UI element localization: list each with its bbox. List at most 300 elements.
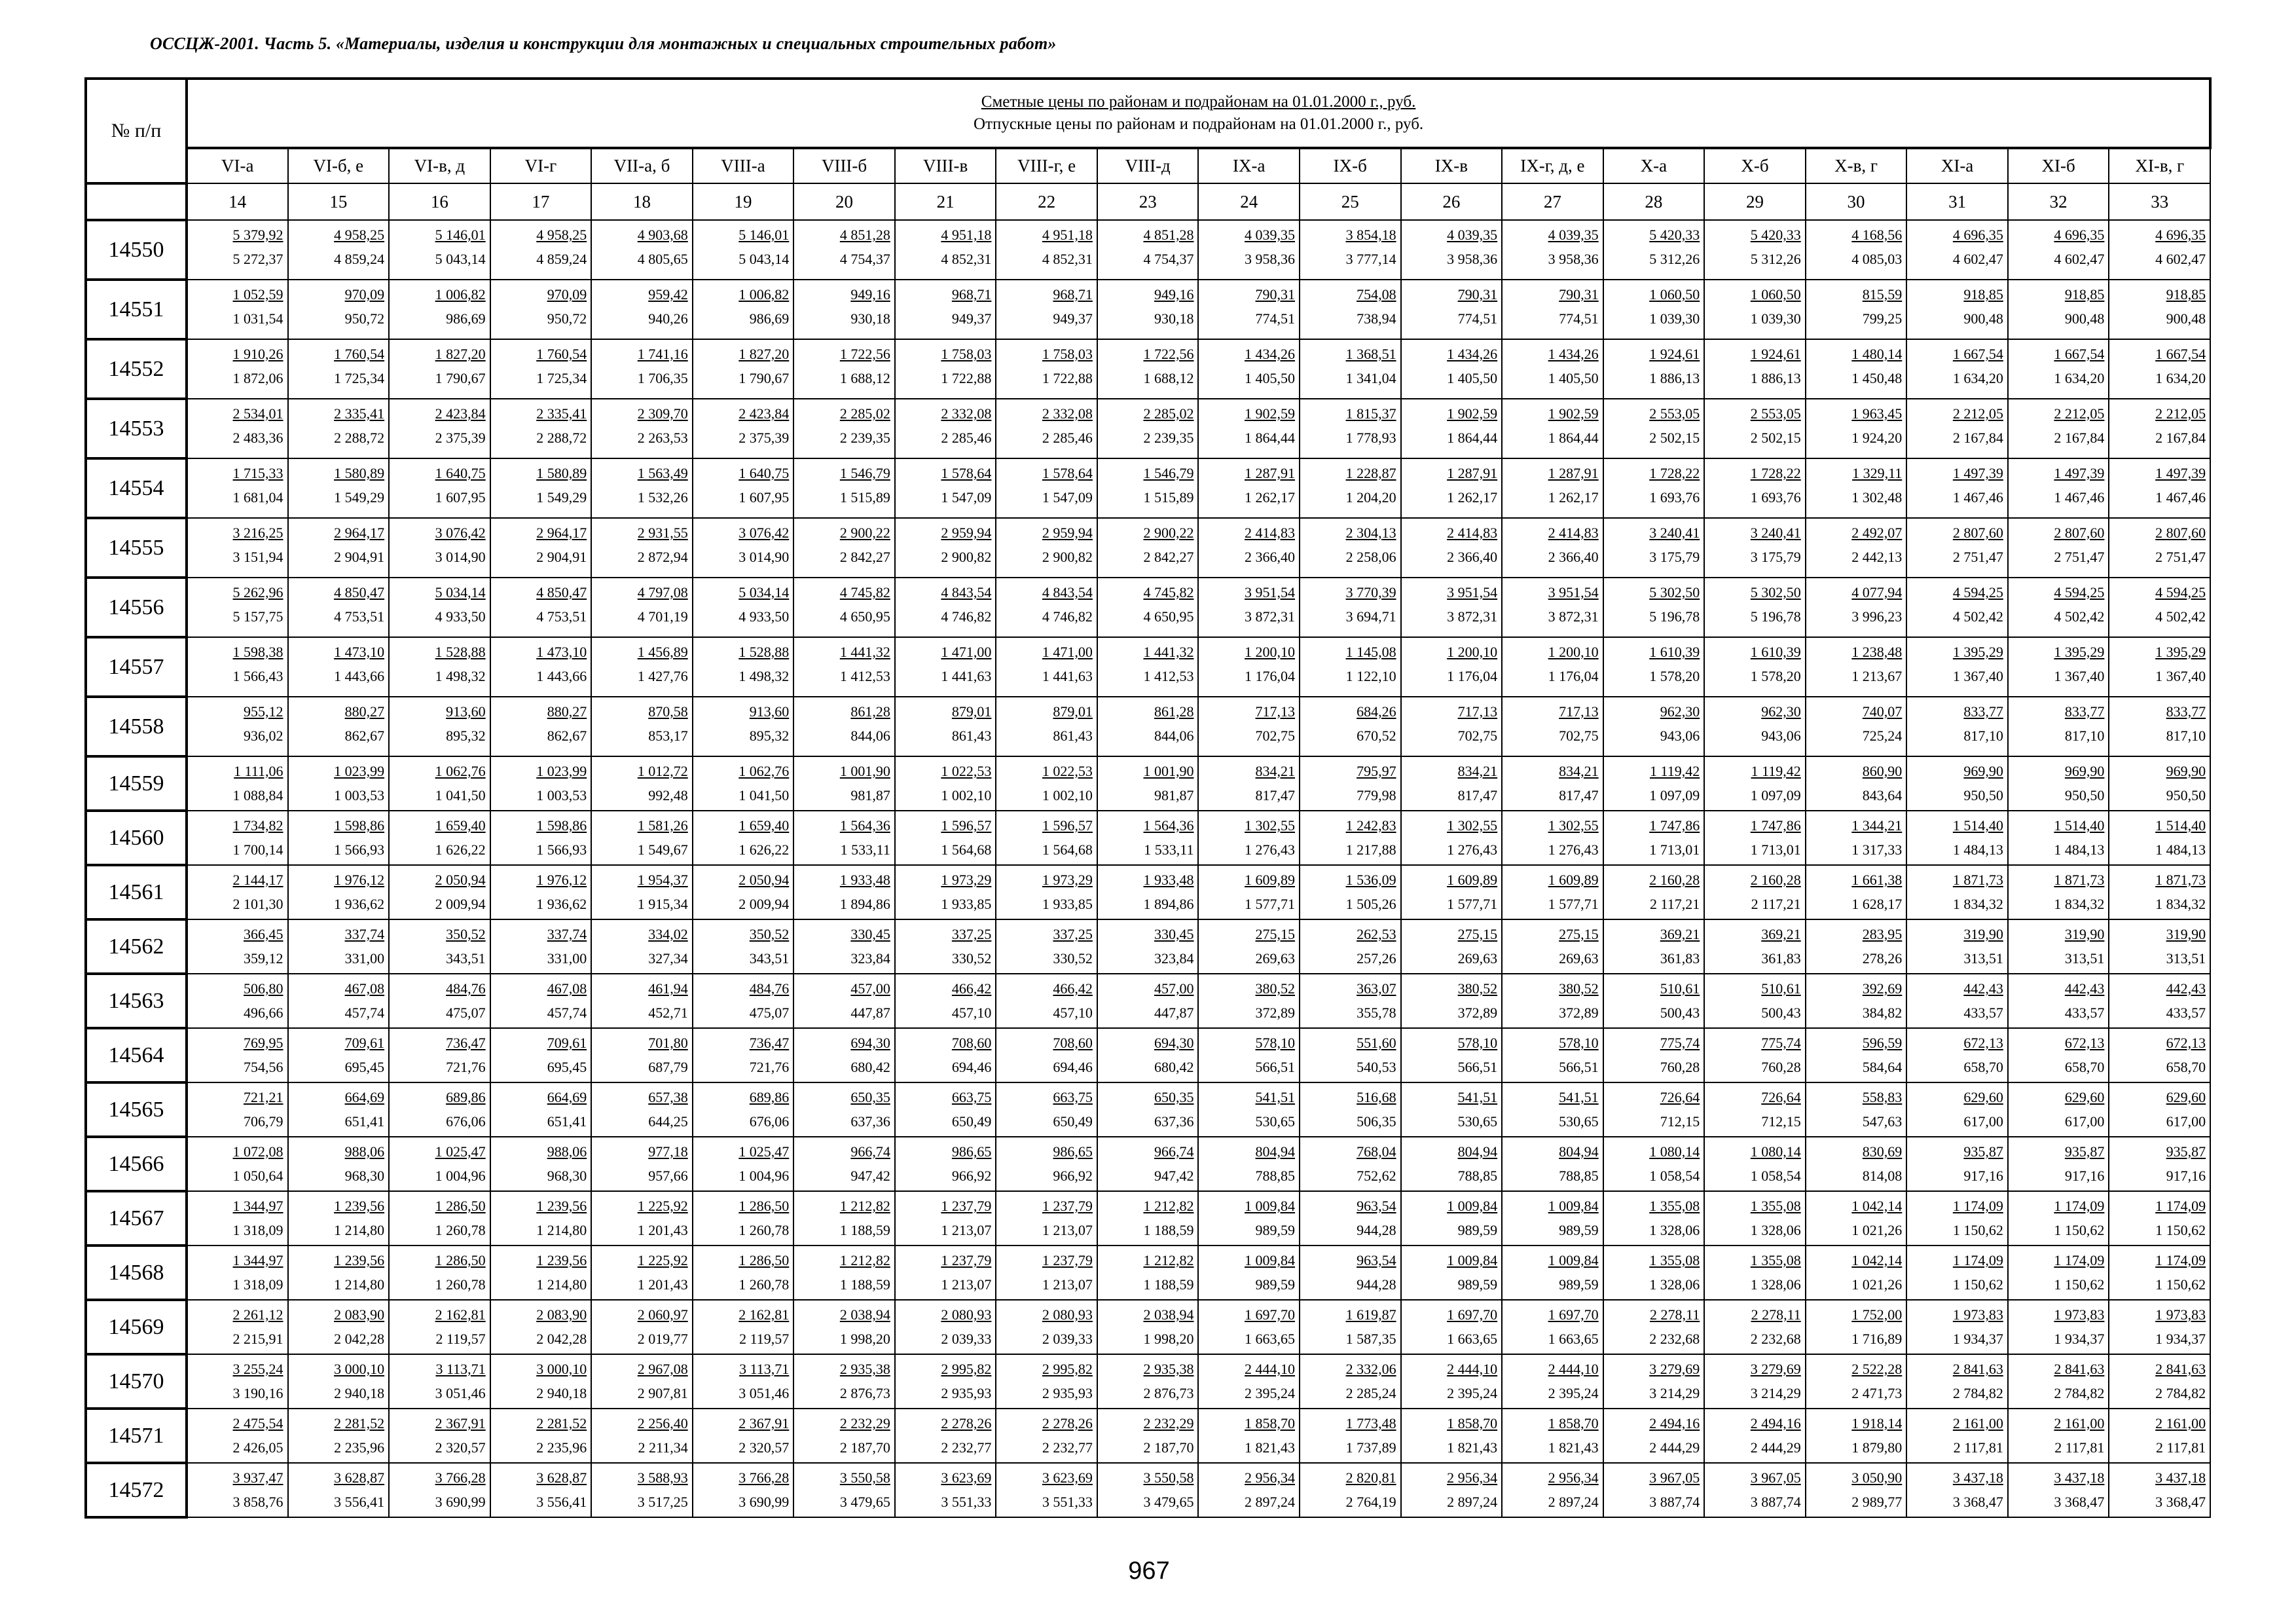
release-price: 706,79: [244, 1113, 283, 1130]
price-cell: [1906, 1028, 2008, 1082]
estimate-price: 988,06: [547, 1143, 587, 1160]
release-price: 372,89: [1559, 1005, 1599, 1021]
estimate-price: 775,74: [1660, 1035, 1700, 1051]
estimate-price: 1 001,90: [839, 763, 890, 779]
estimate-price: 2 212,05: [2155, 405, 2206, 422]
release-price: 1 894,86: [839, 896, 890, 912]
estimate-price: 969,90: [2166, 763, 2206, 779]
estimate-price: 1 546,79: [839, 465, 890, 481]
estimate-price: 1 355,08: [1750, 1252, 1801, 1268]
price-cell: [591, 1463, 693, 1517]
release-price: 1 933,85: [941, 896, 992, 912]
price-cell: [1906, 399, 2008, 458]
price-cell: [1300, 1300, 1401, 1354]
estimate-price: 2 935,38: [839, 1361, 890, 1377]
price-cell: [591, 280, 693, 339]
release-price: 1 260,78: [435, 1276, 486, 1293]
estimate-price: 1 434,26: [1245, 346, 1296, 362]
estimate-price: 541,51: [1559, 1089, 1599, 1105]
estimate-price: 1 581,26: [637, 817, 688, 834]
release-price: 500,43: [1761, 1005, 1801, 1021]
estimate-price: 966,74: [1154, 1143, 1194, 1160]
item-number: 14565: [86, 1082, 187, 1137]
release-price: 2 285,24: [1345, 1385, 1396, 1401]
estimate-price: 1 302,55: [1245, 817, 1296, 834]
price-cell: [1300, 756, 1401, 811]
release-price: 986,69: [446, 310, 486, 327]
estimate-price: 804,94: [1559, 1143, 1599, 1160]
estimate-price: 334,02: [648, 926, 688, 942]
release-price: 949,37: [1053, 310, 1093, 327]
estimate-price: 913,60: [446, 703, 486, 720]
release-price: 4 746,82: [1042, 608, 1093, 625]
estimate-price: 2 534,01: [232, 405, 283, 422]
price-cell: [2109, 220, 2210, 280]
price-cell: [793, 1137, 895, 1191]
estimate-price: 2 278,26: [1042, 1415, 1093, 1431]
price-cell: [490, 811, 592, 865]
price-cell: [1806, 637, 1907, 697]
estimate-price: 1 973,83: [2155, 1306, 2206, 1323]
release-price: 457,74: [547, 1005, 587, 1021]
item-number: 14561: [86, 865, 187, 919]
price-cell: [187, 1191, 288, 1246]
release-price: 1 688,12: [1143, 370, 1194, 386]
release-price: 343,51: [446, 950, 486, 967]
release-price: 323,84: [1154, 950, 1194, 967]
estimate-price: 2 964,17: [536, 525, 587, 541]
estimate-price: 1 528,88: [738, 644, 790, 660]
estimate-price: 1 286,50: [738, 1252, 790, 1268]
release-price: 1 626,22: [738, 841, 790, 858]
price-cell: [895, 1191, 996, 1246]
estimate-price: 2 367,91: [435, 1415, 486, 1431]
estimate-price: 2 285,02: [839, 405, 890, 422]
estimate-price: 2 553,05: [1750, 405, 1801, 422]
release-price: 1 577,71: [1245, 896, 1296, 912]
price-cell: [1603, 399, 1705, 458]
estimate-price: 708,60: [951, 1035, 992, 1051]
estimate-price: 1 174,09: [1952, 1198, 2003, 1214]
release-price: 2 288,72: [536, 430, 587, 446]
estimate-price: 3 951,54: [1548, 584, 1599, 600]
estimate-price: 3 623,69: [1042, 1469, 1093, 1486]
estimate-price: 1 042,14: [1851, 1198, 1903, 1214]
price-cell: [793, 399, 895, 458]
estimate-price: 2 900,22: [839, 525, 890, 541]
price-cell: [693, 1028, 794, 1082]
price-cell: [1300, 518, 1401, 578]
table-row: [86, 1463, 2210, 1517]
price-cell: [793, 637, 895, 697]
estimate-price: 1 564,36: [1143, 817, 1194, 834]
price-cell: [1401, 280, 1503, 339]
price-cell: [288, 1028, 390, 1082]
estimate-price: 694,30: [1154, 1035, 1194, 1051]
estimate-price: 484,76: [446, 980, 486, 997]
release-price: 725,24: [1862, 728, 1903, 744]
region-header: VIII-г, е: [996, 148, 1097, 183]
release-price: 1 317,33: [1851, 841, 1903, 858]
estimate-price: 1 598,38: [232, 644, 283, 660]
release-price: 1 663,65: [1548, 1331, 1599, 1347]
estimate-price: 1 609,89: [1245, 872, 1296, 888]
price-cell: [693, 637, 794, 697]
estimate-price: 2 414,83: [1548, 525, 1599, 541]
release-price: 1 515,89: [1143, 489, 1194, 506]
release-price: 651,41: [547, 1113, 587, 1130]
price-cell: [1906, 811, 2008, 865]
estimate-price: 2 444,10: [1548, 1361, 1599, 1377]
release-price: 817,47: [1457, 787, 1498, 803]
release-price: 1 533,11: [840, 841, 890, 858]
release-price: 3 690,99: [435, 1494, 486, 1510]
estimate-price: 1 871,73: [1952, 872, 2003, 888]
release-price: 2 232,77: [941, 1439, 992, 1456]
estimate-price: 2 261,12: [232, 1306, 283, 1323]
item-number: 14553: [86, 399, 187, 458]
estimate-price: 1 933,48: [839, 872, 890, 888]
price-cell: [2008, 1409, 2109, 1463]
price-cell: [1198, 458, 1300, 518]
estimate-price: 2 281,52: [536, 1415, 587, 1431]
release-price: 2 876,73: [1143, 1385, 1194, 1401]
item-number: 14551: [86, 280, 187, 339]
estimate-price: 2 212,05: [1952, 405, 2003, 422]
price-cell: [1502, 1082, 1603, 1137]
release-price: 1 484,13: [2155, 841, 2206, 858]
release-price: 1 498,32: [435, 668, 486, 684]
release-price: 986,69: [749, 310, 790, 327]
release-price: 3 872,31: [1447, 608, 1498, 625]
release-price: 547,63: [1862, 1113, 1903, 1130]
estimate-price: 1 659,40: [738, 817, 790, 834]
price-cell: [490, 1300, 592, 1354]
price-cell: [1097, 578, 1199, 637]
price-cell: [693, 220, 794, 280]
column-number: 14: [187, 183, 288, 220]
release-price: 1 328,06: [1750, 1222, 1801, 1238]
estimate-price: 2 423,84: [738, 405, 790, 422]
price-cell: [1806, 865, 1907, 919]
release-price: 1 549,29: [334, 489, 385, 506]
release-price: 1 213,07: [1042, 1222, 1093, 1238]
price-cell: [1502, 865, 1603, 919]
price-cell: [1603, 811, 1705, 865]
release-price: 2 119,57: [435, 1331, 486, 1347]
estimate-price: 1 119,42: [1751, 763, 1801, 779]
price-cell: [591, 637, 693, 697]
price-cell: [288, 637, 390, 697]
price-cell: [490, 637, 592, 697]
price-cell: [693, 756, 794, 811]
price-cell: [1401, 1409, 1503, 1463]
release-price: 2 842,27: [839, 549, 890, 565]
release-price: 4 650,95: [839, 608, 890, 625]
price-cell: [1097, 1463, 1199, 1517]
price-cell: [187, 974, 288, 1028]
release-price: 943,06: [1660, 728, 1700, 744]
price-cell: [187, 637, 288, 697]
estimate-price: 1 025,47: [435, 1143, 486, 1160]
estimate-price: 2 162,81: [738, 1306, 790, 1323]
release-price: 1 262,17: [1245, 489, 1296, 506]
estimate-price: 1 395,29: [2155, 644, 2206, 660]
release-price: 2 876,73: [839, 1385, 890, 1401]
release-price: 917,16: [2064, 1168, 2105, 1184]
price-cell: [1502, 974, 1603, 1028]
release-price: 3 014,90: [435, 549, 486, 565]
price-cell: [1300, 458, 1401, 518]
release-price: 1 934,37: [1952, 1331, 2003, 1347]
price-cell: [288, 697, 390, 756]
release-price: 2 285,46: [1042, 430, 1093, 446]
release-price: 658,70: [2064, 1059, 2105, 1075]
release-price: 1 041,50: [435, 787, 486, 803]
release-price: 1 547,09: [941, 489, 992, 506]
price-cell: [793, 865, 895, 919]
table-caption: [187, 79, 2210, 148]
price-cell: [895, 1028, 996, 1082]
release-price: 433,57: [2064, 1005, 2105, 1021]
release-price: 506,35: [1357, 1113, 1396, 1130]
price-cell: [591, 458, 693, 518]
release-price: 2 211,34: [638, 1439, 688, 1456]
estimate-price: 1 976,12: [334, 872, 385, 888]
release-price: 584,64: [1862, 1059, 1903, 1075]
page-number: 967: [1128, 1557, 1170, 1585]
release-price: 3 014,90: [738, 549, 790, 565]
estimate-price: 966,74: [850, 1143, 890, 1160]
price-cell: [187, 1300, 288, 1354]
release-price: 372,89: [1457, 1005, 1498, 1021]
price-cell: [187, 865, 288, 919]
release-price: 3 368,47: [2054, 1494, 2105, 1510]
price-cell: [187, 697, 288, 756]
estimate-price: 369,21: [1660, 926, 1700, 942]
item-number: 14570: [86, 1354, 187, 1409]
release-price: 1 700,14: [232, 841, 283, 858]
region-header: XI-в, г: [2109, 148, 2210, 183]
price-cell: [288, 399, 390, 458]
estimate-price: 913,60: [749, 703, 790, 720]
release-price: 947,42: [1154, 1168, 1194, 1184]
release-price: 1 998,20: [839, 1331, 890, 1347]
estimate-price: 1 009,84: [1447, 1198, 1498, 1214]
estimate-price: 918,85: [2166, 286, 2206, 303]
release-price: 930,18: [850, 310, 890, 327]
estimate-price: 3 000,10: [334, 1361, 385, 1377]
price-cell: [996, 1082, 1097, 1137]
column-number: 32: [2008, 183, 2109, 220]
estimate-price: 1 514,40: [1952, 817, 2003, 834]
estimate-price: 1 200,10: [1447, 644, 1498, 660]
price-cell: [1401, 458, 1503, 518]
item-number: 14567: [86, 1191, 187, 1246]
estimate-price: 1 973,29: [941, 872, 992, 888]
price-cell: [1704, 811, 1806, 865]
release-price: 930,18: [1154, 310, 1194, 327]
price-cell: [1806, 811, 1907, 865]
price-cell: [693, 811, 794, 865]
estimate-price: 3 437,18: [2155, 1469, 2206, 1486]
release-price: 1 693,76: [1750, 489, 1801, 506]
price-cell: [693, 1300, 794, 1354]
price-cell: [693, 578, 794, 637]
price-cell: [1300, 637, 1401, 697]
estimate-price: 2 956,34: [1447, 1469, 1498, 1486]
release-price: 1 004,96: [738, 1168, 790, 1184]
region-header: IX-б: [1300, 148, 1401, 183]
release-price: 2 232,68: [1750, 1331, 1801, 1347]
price-cell: [2109, 1082, 2210, 1137]
release-price: 269,63: [1255, 950, 1296, 967]
estimate-price: 1 773,48: [1345, 1415, 1396, 1431]
estimate-price: 1 667,54: [2155, 346, 2206, 362]
estimate-price: 672,13: [2064, 1035, 2105, 1051]
release-price: 1 041,50: [738, 787, 790, 803]
estimate-price: 2 256,40: [637, 1415, 688, 1431]
column-number: 24: [1198, 183, 1300, 220]
estimate-price: 2 332,08: [1042, 405, 1093, 422]
release-price: 1 176,04: [1245, 668, 1296, 684]
price-cell: [591, 811, 693, 865]
release-price: 3 872,31: [1548, 608, 1599, 625]
estimate-price: 1 734,82: [232, 817, 283, 834]
price-cell: [591, 578, 693, 637]
release-price: 2 784,82: [1952, 1385, 2003, 1401]
estimate-price: 3 255,24: [232, 1361, 283, 1377]
estimate-price: 790,31: [1255, 286, 1296, 303]
estimate-price: 1 963,45: [1851, 405, 1903, 422]
estimate-price: 3 279,69: [1649, 1361, 1700, 1377]
price-cell: [1502, 1137, 1603, 1191]
estimate-price: 977,18: [648, 1143, 688, 1160]
release-price: 1 002,10: [941, 787, 992, 803]
release-price: 943,06: [1761, 728, 1801, 744]
price-cell: [1603, 1137, 1705, 1191]
estimate-price: 935,87: [2064, 1143, 2105, 1160]
price-cell: [1603, 919, 1705, 974]
estimate-price: 1 747,86: [1649, 817, 1700, 834]
estimate-price: 709,61: [547, 1035, 587, 1051]
estimate-price: 1 060,50: [1649, 286, 1700, 303]
release-price: 2 395,24: [1548, 1385, 1599, 1401]
release-price: 2 239,35: [839, 430, 890, 446]
release-price: 702,75: [1559, 728, 1599, 744]
estimate-price: 2 161,00: [2155, 1415, 2206, 1431]
price-cell: [389, 458, 490, 518]
price-cell: [996, 1300, 1097, 1354]
price-cell: [288, 919, 390, 974]
price-cell: [1704, 697, 1806, 756]
release-price: 658,70: [1963, 1059, 2003, 1075]
estimate-price: 860,90: [1862, 763, 1903, 779]
price-cell: [1097, 1409, 1199, 1463]
release-price: 4 852,31: [941, 251, 992, 267]
release-price: 676,06: [749, 1113, 790, 1130]
estimate-price: 879,01: [951, 703, 992, 720]
release-price: 4 602,47: [1952, 251, 2003, 267]
estimate-price: 1 286,50: [435, 1198, 486, 1214]
price-cell: [490, 518, 592, 578]
estimate-price: 392,69: [1862, 980, 1903, 997]
release-price: 1 663,65: [1447, 1331, 1498, 1347]
estimate-price: 3 588,93: [637, 1469, 688, 1486]
estimate-price: 2 144,17: [232, 872, 283, 888]
release-price: 862,67: [547, 728, 587, 744]
estimate-price: 2 807,60: [2155, 525, 2206, 541]
price-cell: [1502, 756, 1603, 811]
estimate-price: 1 598,86: [334, 817, 385, 834]
table-row: [86, 339, 2210, 399]
price-cell: [895, 697, 996, 756]
estimate-price: 1 910,26: [232, 346, 283, 362]
release-price: 950,50: [1963, 787, 2003, 803]
release-price: 1 276,43: [1548, 841, 1599, 858]
price-cell: [1300, 1191, 1401, 1246]
table-row: [86, 220, 2210, 280]
release-price: 372,89: [1255, 1005, 1296, 1021]
estimate-price: 1 815,37: [1345, 405, 1396, 422]
release-price: 1 058,54: [1649, 1168, 1700, 1184]
estimate-price: 1 610,39: [1750, 644, 1801, 660]
price-cell: [2109, 974, 2210, 1028]
price-cell: [2008, 1246, 2109, 1300]
release-price: 3 551,33: [941, 1494, 992, 1510]
price-cell: [288, 1246, 390, 1300]
release-price: 817,10: [2166, 728, 2206, 744]
price-cell: [693, 399, 794, 458]
price-cell: [1704, 399, 1806, 458]
item-number: 14555: [86, 518, 187, 578]
estimate-price: 1 661,38: [1851, 872, 1903, 888]
release-price: 861,43: [951, 728, 992, 744]
release-price: 2 039,33: [1042, 1331, 1093, 1347]
price-cell: [1097, 1028, 1199, 1082]
price-cell: [288, 974, 390, 1028]
price-cell: [1198, 1354, 1300, 1409]
estimate-price: 2 083,90: [536, 1306, 587, 1323]
release-price: 1 834,32: [2155, 896, 2206, 912]
estimate-price: 1 741,16: [637, 346, 688, 362]
release-price: 644,25: [648, 1113, 688, 1130]
release-price: 2 444,29: [1649, 1439, 1700, 1456]
release-price: 566,51: [1457, 1059, 1498, 1075]
estimate-price: 1 760,54: [334, 346, 385, 362]
price-cell: [2109, 919, 2210, 974]
price-cell: [1806, 399, 1907, 458]
release-price: 1 188,59: [839, 1222, 890, 1238]
price-cell: [996, 974, 1097, 1028]
release-price: 1 328,06: [1750, 1276, 1801, 1293]
estimate-price: 672,13: [2166, 1035, 2206, 1051]
release-price: 1 262,17: [1447, 489, 1498, 506]
release-price: 1 778,93: [1345, 430, 1396, 446]
release-price: 1 924,20: [1851, 430, 1903, 446]
estimate-price: 1 237,79: [1042, 1252, 1093, 1268]
estimate-price: 350,52: [749, 926, 790, 942]
release-price: 676,06: [446, 1113, 486, 1130]
price-cell: [1300, 697, 1401, 756]
estimate-price: 1 174,09: [2054, 1252, 2105, 1268]
price-cell: [490, 1354, 592, 1409]
release-price: 788,85: [1457, 1168, 1498, 1184]
estimate-price: 1 239,56: [536, 1198, 587, 1214]
estimate-price: 650,35: [1154, 1089, 1194, 1105]
estimate-price: 1 933,48: [1143, 872, 1194, 888]
price-cell: [1906, 458, 2008, 518]
